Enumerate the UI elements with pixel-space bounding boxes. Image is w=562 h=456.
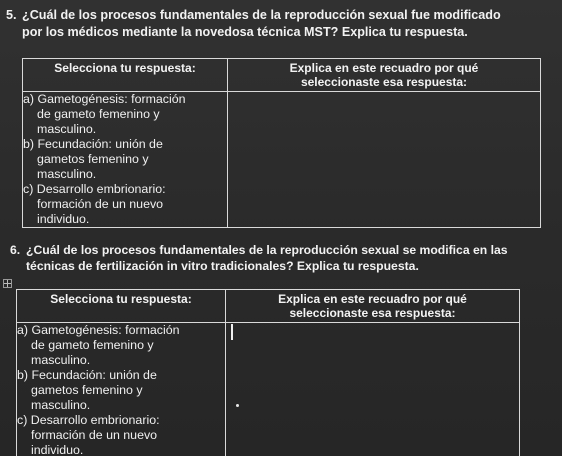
option-c-line3: individuo. xyxy=(37,212,90,226)
option-a-line3: masculino. xyxy=(37,122,97,136)
option-a[interactable] xyxy=(23,92,227,137)
table-5-header-select xyxy=(23,59,228,92)
option-a-line1: a) Gametogénesis: formación xyxy=(17,323,180,337)
question-6 xyxy=(10,242,508,274)
option-b-line1: b) Fecundación: unión de xyxy=(17,368,157,382)
question-5 xyxy=(6,7,501,41)
answer-table-5 xyxy=(22,58,541,228)
text-cursor xyxy=(231,324,233,340)
table-5-explanation-box[interactable] xyxy=(228,92,541,228)
answer-table-6 xyxy=(16,289,520,456)
table-6-header-explain-line2: seleccionaste esa respuesta: xyxy=(289,306,456,320)
option-c[interactable] xyxy=(23,182,227,227)
option-a-line3: masculino. xyxy=(31,353,91,367)
table-5-options xyxy=(23,92,228,228)
option-c-line1: c) Desarrollo embrionario: xyxy=(23,182,166,196)
table-6-options xyxy=(17,323,226,456)
table-6-header-select xyxy=(17,290,226,323)
option-c-line2: formación de un nuevo xyxy=(31,428,158,442)
option-b-line1: b) Fecundación: unión de xyxy=(23,137,163,151)
question-6-text-line2: técnicas de fertilización in vitro tradicionales? Explica tu respuesta. xyxy=(26,259,419,273)
table-5-header-select-label: Selecciona tu respuesta: xyxy=(54,61,196,75)
table-5-header-explain-line1: Explica en este recuadro por qué xyxy=(289,61,479,75)
option-a[interactable] xyxy=(17,323,225,368)
option-b-line3: masculino. xyxy=(31,398,91,412)
table-6-header-explain xyxy=(226,290,520,323)
question-6-text-line1: ¿Cuál de los procesos fundamentales de la reproducción sexual se modifica en las xyxy=(26,243,508,257)
table-5-header-explain-line2: seleccionaste esa respuesta: xyxy=(300,75,468,89)
question-6-number: 6. xyxy=(10,243,21,257)
option-b-line3: masculino. xyxy=(37,167,97,181)
option-b-line2: gametos femenino y xyxy=(31,383,143,397)
option-b[interactable] xyxy=(17,368,225,413)
question-5-number: 5. xyxy=(6,8,17,22)
table-move-handle-icon[interactable] xyxy=(3,279,12,288)
question-5-text-line1: ¿Cuál de los procesos fundamentales de la reproducción sexual fue modificado xyxy=(22,8,501,22)
option-a-line2: de gameto femenino y xyxy=(31,338,154,352)
option-b[interactable] xyxy=(23,137,227,182)
speck-mark xyxy=(236,404,239,407)
table-6-header-explain-line1: Explica en este recuadro por qué xyxy=(278,292,467,306)
option-c-line3: individuo. xyxy=(31,443,84,456)
option-b-line2: gametos femenino y xyxy=(37,152,149,166)
table-6-explanation-box[interactable] xyxy=(226,323,520,456)
table-6-header-select-label: Selecciona tu respuesta: xyxy=(50,292,192,306)
option-c[interactable] xyxy=(17,413,225,456)
option-c-line1: c) Desarrollo embrionario: xyxy=(17,413,160,427)
option-c-line2: formación de un nuevo xyxy=(37,197,164,211)
question-5-text-line2: por los médicos mediante la novedosa técnica MST? Explica tu respuesta. xyxy=(22,25,468,39)
option-a-line1: a) Gametogénesis: formación xyxy=(23,92,186,106)
table-5-header-explain xyxy=(228,59,541,92)
option-a-line2: de gameto femenino y xyxy=(37,107,160,121)
